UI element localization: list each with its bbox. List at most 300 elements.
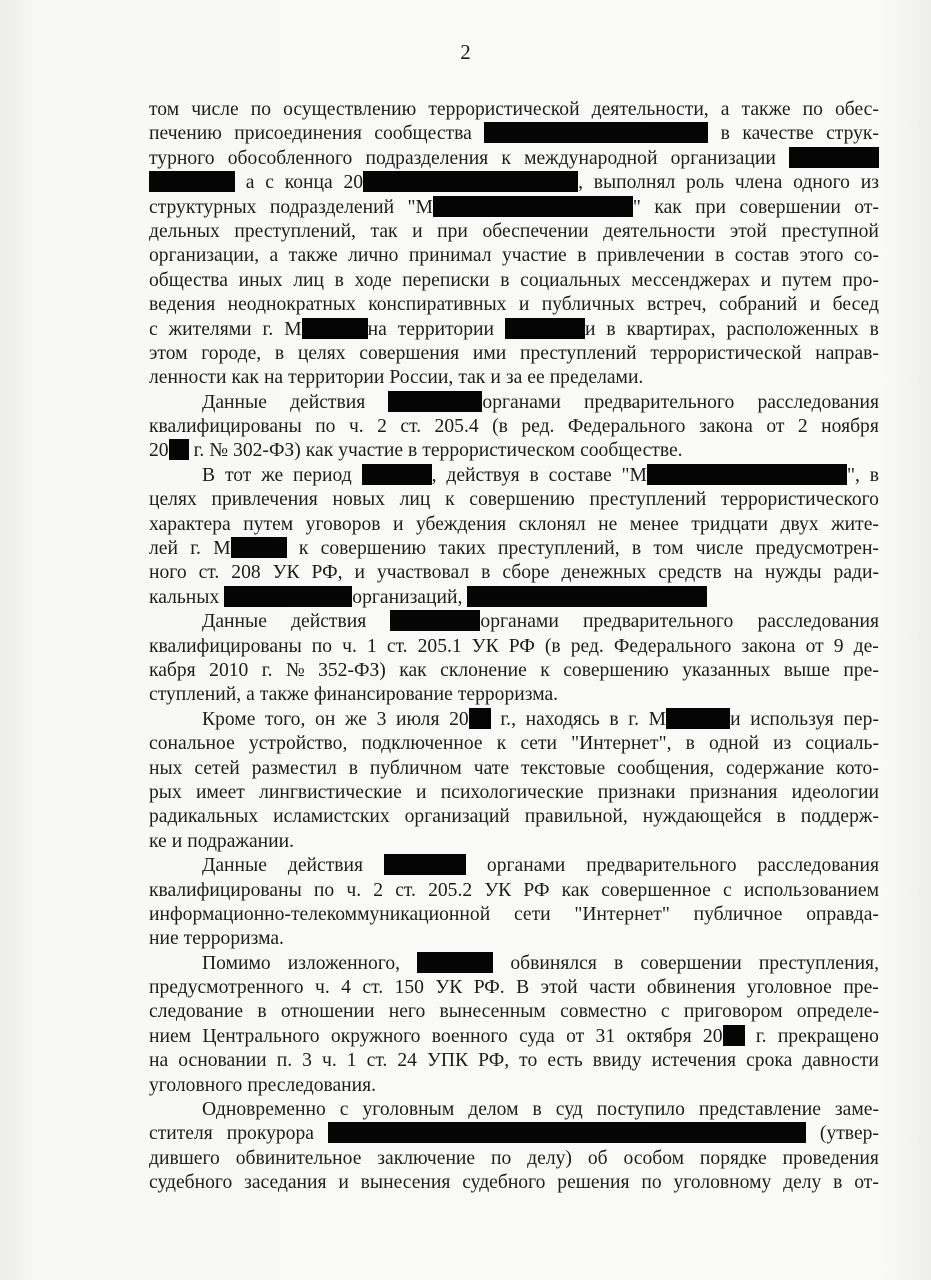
word: 2 xyxy=(373,879,384,901)
word: терроризма. xyxy=(183,928,284,950)
word: кото- xyxy=(836,757,879,779)
word: и xyxy=(393,513,404,535)
word: по xyxy=(313,879,335,901)
text-line xyxy=(149,781,879,805)
redaction-block xyxy=(467,586,707,607)
text-line xyxy=(149,488,879,512)
word: в xyxy=(481,562,491,584)
text-line xyxy=(149,732,879,756)
word xyxy=(789,147,879,171)
word: (в xyxy=(544,635,561,657)
word: органами xyxy=(486,855,566,877)
word: нием xyxy=(149,1025,192,1047)
word: окружного xyxy=(330,1025,421,1047)
word xyxy=(328,1122,806,1146)
word: уголовному xyxy=(673,1172,772,1194)
word: публичных xyxy=(541,294,635,316)
word: кальных xyxy=(149,586,220,608)
word: как xyxy=(654,196,682,218)
word: том xyxy=(653,538,684,560)
text-line xyxy=(149,1049,879,1073)
text-line xyxy=(149,903,879,927)
word: Данные xyxy=(202,855,267,877)
word: РФ, xyxy=(478,1050,510,1072)
text-line xyxy=(149,147,879,171)
word: бесед xyxy=(832,294,879,316)
word: заключение xyxy=(377,1147,476,1169)
word: турного xyxy=(149,147,215,169)
word: ние xyxy=(149,928,179,950)
word: сборе xyxy=(502,562,550,584)
word: целях xyxy=(297,342,346,364)
word: со- xyxy=(853,245,879,267)
word: УК xyxy=(471,635,499,657)
word: поступило xyxy=(596,1099,685,1121)
word: военного xyxy=(431,1025,508,1047)
word: в xyxy=(833,1172,843,1194)
word: при xyxy=(437,220,468,242)
word: В xyxy=(516,977,530,999)
word: нуждающейся xyxy=(642,806,762,828)
word: мессенджерах xyxy=(631,269,750,291)
word: 2 xyxy=(377,416,387,438)
word: организаций xyxy=(404,806,510,828)
word: терроризма. xyxy=(457,684,559,706)
word: ке xyxy=(149,830,167,852)
word: имеет xyxy=(196,781,245,803)
word: УК xyxy=(484,879,512,901)
word: деятельности xyxy=(603,220,716,242)
word: совершению xyxy=(320,538,427,560)
word: 2 xyxy=(797,416,808,438)
redaction-block xyxy=(224,586,352,607)
word: от- xyxy=(854,1172,879,1194)
word: от- xyxy=(854,196,879,218)
redaction-block xyxy=(231,537,287,558)
text-line xyxy=(149,293,879,317)
word: прокурора xyxy=(226,1123,314,1145)
text-line xyxy=(149,683,879,707)
word: от xyxy=(566,1025,585,1047)
word: основании xyxy=(178,1050,267,1072)
word: ведения xyxy=(149,294,216,316)
word: 208 xyxy=(231,562,261,584)
word: преступлений xyxy=(589,489,707,511)
word: (утвер- xyxy=(819,1123,879,1145)
word: террористической xyxy=(428,99,580,120)
word: иных xyxy=(238,269,283,291)
text-line xyxy=(149,537,879,561)
word: лей xyxy=(149,538,178,560)
word: же xyxy=(344,708,367,730)
text-line xyxy=(149,561,879,585)
word: уголовного xyxy=(149,1074,243,1096)
word: по xyxy=(311,635,333,657)
text-line xyxy=(149,1074,879,1098)
word: участие xyxy=(338,440,404,462)
text-line xyxy=(149,805,879,829)
word: и xyxy=(338,1172,349,1194)
word: давности xyxy=(802,1050,879,1072)
word: сети xyxy=(513,903,551,925)
word: ч. xyxy=(346,879,362,901)
redaction-block xyxy=(433,196,633,217)
word: РФ xyxy=(523,879,550,901)
text-line xyxy=(149,366,879,390)
text-line xyxy=(149,439,879,463)
text-line xyxy=(149,464,879,488)
word: г. xyxy=(193,440,205,462)
text-line xyxy=(149,1147,879,1171)
word: одной xyxy=(708,733,759,755)
word: решения xyxy=(557,1172,630,1194)
word: находясь xyxy=(525,708,600,730)
word: период xyxy=(293,464,352,486)
word: из xyxy=(860,172,879,194)
word: городе, xyxy=(201,342,262,364)
word: то xyxy=(519,1050,538,1072)
word: публичном xyxy=(369,757,462,779)
redaction-block xyxy=(647,464,847,485)
word: с xyxy=(723,879,732,901)
redaction-block xyxy=(169,439,189,460)
word: уголовное xyxy=(746,977,832,999)
word: средств xyxy=(658,562,722,584)
word: ных xyxy=(149,757,183,779)
word: предварительного xyxy=(583,611,734,633)
word: подражании. xyxy=(187,830,295,852)
word: расследования xyxy=(757,611,879,633)
word: с xyxy=(339,1099,349,1121)
word: изложенного, xyxy=(287,952,401,974)
word: от xyxy=(766,416,785,438)
word: по xyxy=(802,99,823,120)
word: территории xyxy=(288,367,385,389)
word: суд xyxy=(555,1099,583,1121)
word: содержание xyxy=(725,757,825,779)
word: ч. xyxy=(348,416,364,438)
word: квалифицированы xyxy=(149,879,302,901)
word: привлечении xyxy=(596,245,705,267)
word: тот xyxy=(224,464,252,486)
word: а xyxy=(246,684,255,706)
word: из xyxy=(773,733,792,755)
word: по xyxy=(315,416,336,438)
word: квалифицированы xyxy=(149,416,302,438)
word: ст. xyxy=(362,977,384,999)
word: судебного xyxy=(149,1172,233,1194)
word: психологические xyxy=(440,781,584,803)
word: кабря xyxy=(149,659,196,681)
text-line xyxy=(149,854,879,878)
text-line xyxy=(149,976,879,1000)
text-line xyxy=(149,635,879,659)
word: так xyxy=(370,220,398,242)
word: представление xyxy=(698,1099,821,1121)
word: , xyxy=(362,464,437,488)
word: как xyxy=(305,440,334,462)
word: неоднократных xyxy=(227,294,356,316)
word: этой xyxy=(540,977,578,999)
word: (в xyxy=(492,416,508,438)
redaction-block xyxy=(469,708,491,729)
word: в xyxy=(869,464,879,486)
text-line xyxy=(149,244,879,268)
word: ред. xyxy=(570,635,604,657)
word: "М " xyxy=(407,196,641,218)
redaction-block xyxy=(363,171,578,192)
word: сообщения, xyxy=(617,757,715,779)
word: оправда- xyxy=(806,903,879,925)
word: ного xyxy=(149,562,187,584)
word: тридцати xyxy=(691,513,769,535)
word: двух xyxy=(780,513,819,535)
word: участвовал xyxy=(376,562,470,584)
word: состав xyxy=(734,245,790,267)
word: склонял xyxy=(518,513,586,535)
word: за xyxy=(505,367,523,389)
word: жите- xyxy=(831,513,879,535)
word: по xyxy=(491,1147,512,1169)
word: поддерж- xyxy=(800,806,879,828)
word: на xyxy=(733,562,753,584)
word: судебного xyxy=(462,1172,546,1194)
word: печению xyxy=(149,123,222,145)
word: совершению xyxy=(563,659,669,681)
word: также xyxy=(288,245,338,267)
word: предварительного xyxy=(584,391,735,413)
word: а xyxy=(269,245,279,267)
text-line xyxy=(149,586,879,610)
word: В xyxy=(202,464,216,486)
word: г. xyxy=(261,659,273,681)
word: сетей xyxy=(194,757,240,779)
word: также xyxy=(259,684,309,706)
word: уголовным xyxy=(362,1099,455,1121)
word: 3 xyxy=(376,708,387,730)
word: преследования. xyxy=(247,1074,377,1096)
word: устройство, xyxy=(248,733,348,755)
word: органами xyxy=(388,391,560,415)
word: на xyxy=(263,367,284,389)
word: жителями xyxy=(168,318,252,340)
word: организации, xyxy=(149,245,260,267)
text-line xyxy=(149,171,879,195)
word: пре- xyxy=(843,659,879,681)
word: подразделений xyxy=(269,196,395,218)
word: преступления, xyxy=(758,952,879,974)
word: террористического xyxy=(720,489,879,511)
word: УК xyxy=(435,977,463,999)
word: социальных xyxy=(520,269,621,291)
word: него xyxy=(388,1001,426,1023)
word: том xyxy=(149,99,180,120)
word: в xyxy=(334,269,344,291)
word: собраний xyxy=(718,294,798,316)
word: денежных xyxy=(561,562,647,584)
word: террористическом xyxy=(422,440,576,462)
word: этой xyxy=(729,220,767,242)
word: ввиду xyxy=(592,1050,642,1072)
word: 31 xyxy=(595,1025,616,1047)
word: осуществлению xyxy=(283,99,417,120)
word: лиц xyxy=(293,269,324,291)
word: прекращено xyxy=(777,1025,879,1047)
word: г. xyxy=(190,538,201,560)
word: он xyxy=(315,708,336,730)
word: в xyxy=(348,757,358,779)
word: г., xyxy=(500,708,516,730)
word: 1 xyxy=(346,1050,357,1072)
word: правильной, xyxy=(524,806,628,828)
word xyxy=(149,171,235,195)
word: п. xyxy=(276,1050,293,1072)
word: того, xyxy=(265,708,306,730)
word: так xyxy=(458,367,486,389)
word: г. xyxy=(262,318,274,340)
word: 1 xyxy=(366,635,377,657)
word: таких xyxy=(438,538,486,560)
word: лиц xyxy=(399,489,431,511)
redaction-block xyxy=(384,854,466,875)
word: 24 xyxy=(397,1050,417,1072)
redaction-block xyxy=(417,952,493,973)
word: указанных xyxy=(682,659,771,681)
word: составе xyxy=(548,464,612,486)
word: роль xyxy=(686,172,725,194)
text-line xyxy=(149,952,879,976)
word: радикальных xyxy=(149,806,259,828)
word: 205.4 xyxy=(434,416,479,438)
word: 9 xyxy=(833,635,844,657)
word: преступлений xyxy=(519,342,637,364)
word: этого xyxy=(799,245,844,267)
word: 205.1 xyxy=(417,635,462,657)
word: г. xyxy=(628,708,639,730)
word: УК xyxy=(272,562,300,584)
word: М на xyxy=(284,318,387,340)
word: в xyxy=(274,342,285,364)
word: отношении xyxy=(280,1001,375,1023)
word: М xyxy=(213,537,286,561)
word: как xyxy=(231,367,259,389)
word: № xyxy=(285,659,305,681)
word: подразделения xyxy=(365,147,489,169)
word: органами xyxy=(390,610,558,634)
word: суда xyxy=(519,1025,555,1047)
word: и xyxy=(412,220,423,242)
word: Одновременно xyxy=(202,1099,326,1121)
word: финансирование xyxy=(313,684,453,706)
word: ч. xyxy=(342,635,357,657)
word: и xyxy=(416,781,427,803)
word: используя xyxy=(750,708,834,730)
text-line xyxy=(149,98,879,122)
word: на xyxy=(149,1050,169,1072)
word: с xyxy=(265,172,274,194)
word: в xyxy=(715,245,725,267)
word: а xyxy=(720,99,730,120)
word: преступлений, xyxy=(234,220,356,242)
redaction-block xyxy=(362,464,432,485)
word: совершенное xyxy=(601,879,711,901)
word: ст. xyxy=(198,562,220,584)
word: истечения xyxy=(651,1050,737,1072)
word: ступлений, xyxy=(149,684,242,706)
text-line xyxy=(149,220,879,244)
word: совершения xyxy=(359,342,460,364)
word: к xyxy=(501,147,511,169)
word: выше xyxy=(783,659,830,681)
word: вынесения xyxy=(360,1172,451,1194)
word: преступлений, xyxy=(498,538,620,560)
redaction-block xyxy=(723,1025,745,1046)
word: Центрального xyxy=(202,1025,320,1047)
word: дившего xyxy=(149,1147,220,1169)
word: уговоров xyxy=(305,513,381,535)
word: также xyxy=(741,99,791,120)
redaction-block xyxy=(789,147,879,168)
word: делу) xyxy=(527,1147,572,1169)
word: и xyxy=(809,294,821,316)
word: определе- xyxy=(796,1001,879,1023)
word: рых xyxy=(149,781,182,803)
word: числе xyxy=(695,538,744,560)
word: использованием xyxy=(743,879,879,901)
word: Данные xyxy=(202,611,267,633)
redaction-block xyxy=(484,122,708,143)
word: "Интернет", xyxy=(571,733,672,755)
word: ч. xyxy=(314,977,330,999)
word: не xyxy=(598,513,618,535)
word: Федерального xyxy=(613,635,732,657)
word: обвинительное xyxy=(235,1147,362,1169)
word: 3 xyxy=(302,1050,312,1072)
text-line xyxy=(149,196,879,220)
word: путем xyxy=(243,513,294,535)
word: приговором xyxy=(683,1001,783,1023)
word: в xyxy=(529,464,539,486)
word: пер- xyxy=(843,708,879,730)
word: обвинялся xyxy=(510,952,597,974)
text-line xyxy=(149,927,879,951)
word: вынесенным xyxy=(439,1001,546,1023)
word: же xyxy=(261,464,284,486)
redaction-block xyxy=(505,318,585,339)
word: в xyxy=(606,318,616,340)
word: в xyxy=(609,708,619,730)
text-line xyxy=(149,391,879,415)
word: с xyxy=(149,318,158,340)
word: части xyxy=(589,977,636,999)
word: июля xyxy=(396,708,440,730)
word: качестве xyxy=(742,123,814,145)
word: "Интернет" xyxy=(574,903,670,925)
word: к xyxy=(298,538,309,560)
redaction-block xyxy=(390,610,480,631)
word: ноября xyxy=(821,416,879,438)
word: расположенных xyxy=(726,318,859,340)
word: обособленного xyxy=(227,147,353,169)
text-line xyxy=(149,757,879,781)
word: обеспечении xyxy=(482,220,589,242)
text-line xyxy=(149,269,879,293)
word: в xyxy=(631,538,642,560)
word: УПК xyxy=(427,1050,469,1072)
word xyxy=(484,122,708,146)
redaction-block xyxy=(302,318,368,339)
word: информационно-телекоммуникационной xyxy=(149,903,491,925)
